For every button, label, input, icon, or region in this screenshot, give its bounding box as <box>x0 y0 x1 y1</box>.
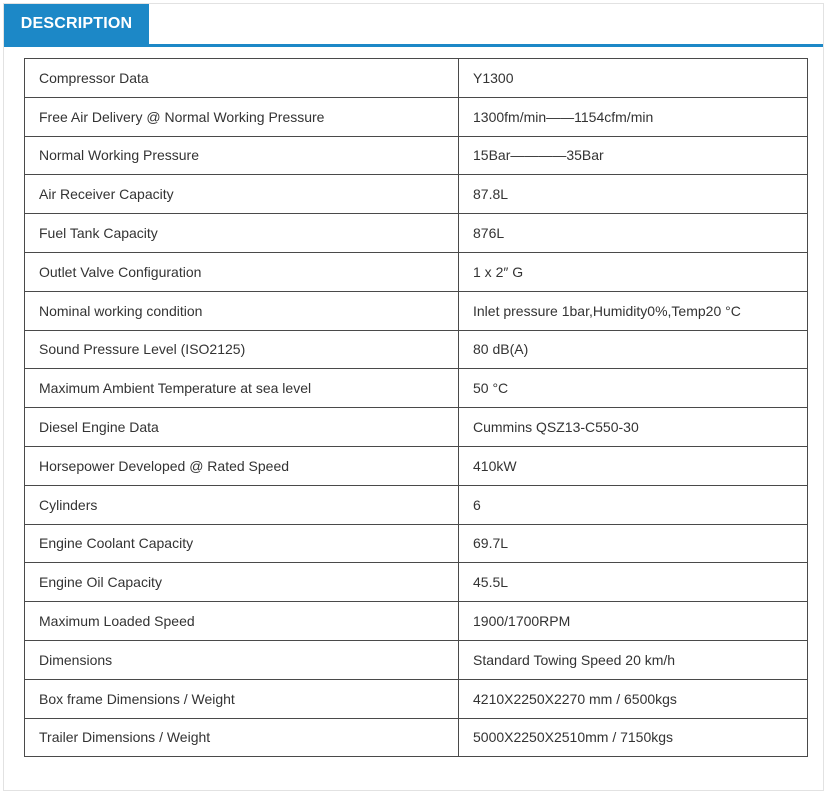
spec-key: Engine Oil Capacity <box>25 563 459 602</box>
spec-value: 4210X2250X2270 mm / 6500kgs <box>459 679 808 718</box>
spec-key: Trailer Dimensions / Weight <box>25 718 459 757</box>
spec-key: Maximum Loaded Speed <box>25 602 459 641</box>
spec-value: 45.5L <box>459 563 808 602</box>
spec-value: Standard Towing Speed 20 km/h <box>459 640 808 679</box>
spec-value: Cummins QSZ13-C550-30 <box>459 408 808 447</box>
spec-value: Inlet pressure 1bar,Humidity0%,Temp20 °C <box>459 291 808 330</box>
spec-key: Engine Coolant Capacity <box>25 524 459 563</box>
table-row <box>25 330 808 369</box>
table-row <box>25 718 808 757</box>
spec-value: 50 °C <box>459 369 808 408</box>
table-row <box>25 640 808 679</box>
table-row <box>25 291 808 330</box>
description-panel <box>3 3 824 791</box>
spec-key: Fuel Tank Capacity <box>25 214 459 253</box>
spec-value: 876L <box>459 214 808 253</box>
spec-value: 6 <box>459 485 808 524</box>
spec-table <box>24 58 808 757</box>
spec-key: Normal Working Pressure <box>25 136 459 175</box>
spec-value: 5000X2250X2510mm / 7150kgs <box>459 718 808 757</box>
table-row <box>25 59 808 98</box>
spec-value: 410kW <box>459 446 808 485</box>
spec-key: Free Air Delivery @ Normal Working Pressure <box>25 97 459 136</box>
tab-description[interactable]: DESCRIPTION <box>4 4 149 44</box>
table-row <box>25 175 808 214</box>
spec-value: 1 x 2″ G <box>459 252 808 291</box>
table-row <box>25 408 808 447</box>
spec-value: 1300fm/min——1154cfm/min <box>459 97 808 136</box>
spec-key: Diesel Engine Data <box>25 408 459 447</box>
spec-key: Nominal working condition <box>25 291 459 330</box>
spec-key: Cylinders <box>25 485 459 524</box>
spec-key: Dimensions <box>25 640 459 679</box>
table-row <box>25 214 808 253</box>
table-row <box>25 679 808 718</box>
spec-key: Maximum Ambient Temperature at sea level <box>25 369 459 408</box>
spec-key: Outlet Valve Configuration <box>25 252 459 291</box>
table-row <box>25 252 808 291</box>
table-row <box>25 602 808 641</box>
table-row <box>25 369 808 408</box>
spec-key: Box frame Dimensions / Weight <box>25 679 459 718</box>
spec-value: 80 dB(A) <box>459 330 808 369</box>
table-row <box>25 97 808 136</box>
table-row <box>25 524 808 563</box>
spec-value: 87.8L <box>459 175 808 214</box>
table-row <box>25 446 808 485</box>
table-row <box>25 563 808 602</box>
spec-key: Air Receiver Capacity <box>25 175 459 214</box>
table-row <box>25 485 808 524</box>
table-row <box>25 136 808 175</box>
spec-value: 69.7L <box>459 524 808 563</box>
spec-value: 1900/1700RPM <box>459 602 808 641</box>
spec-key: Horsepower Developed @ Rated Speed <box>25 446 459 485</box>
spec-table-body <box>25 59 808 757</box>
spec-key: Sound Pressure Level (ISO2125) <box>25 330 459 369</box>
spec-value: 15Bar————35Bar <box>459 136 808 175</box>
spec-value: Y1300 <box>459 59 808 98</box>
tab-bar <box>4 4 823 47</box>
spec-key: Compressor Data <box>25 59 459 98</box>
